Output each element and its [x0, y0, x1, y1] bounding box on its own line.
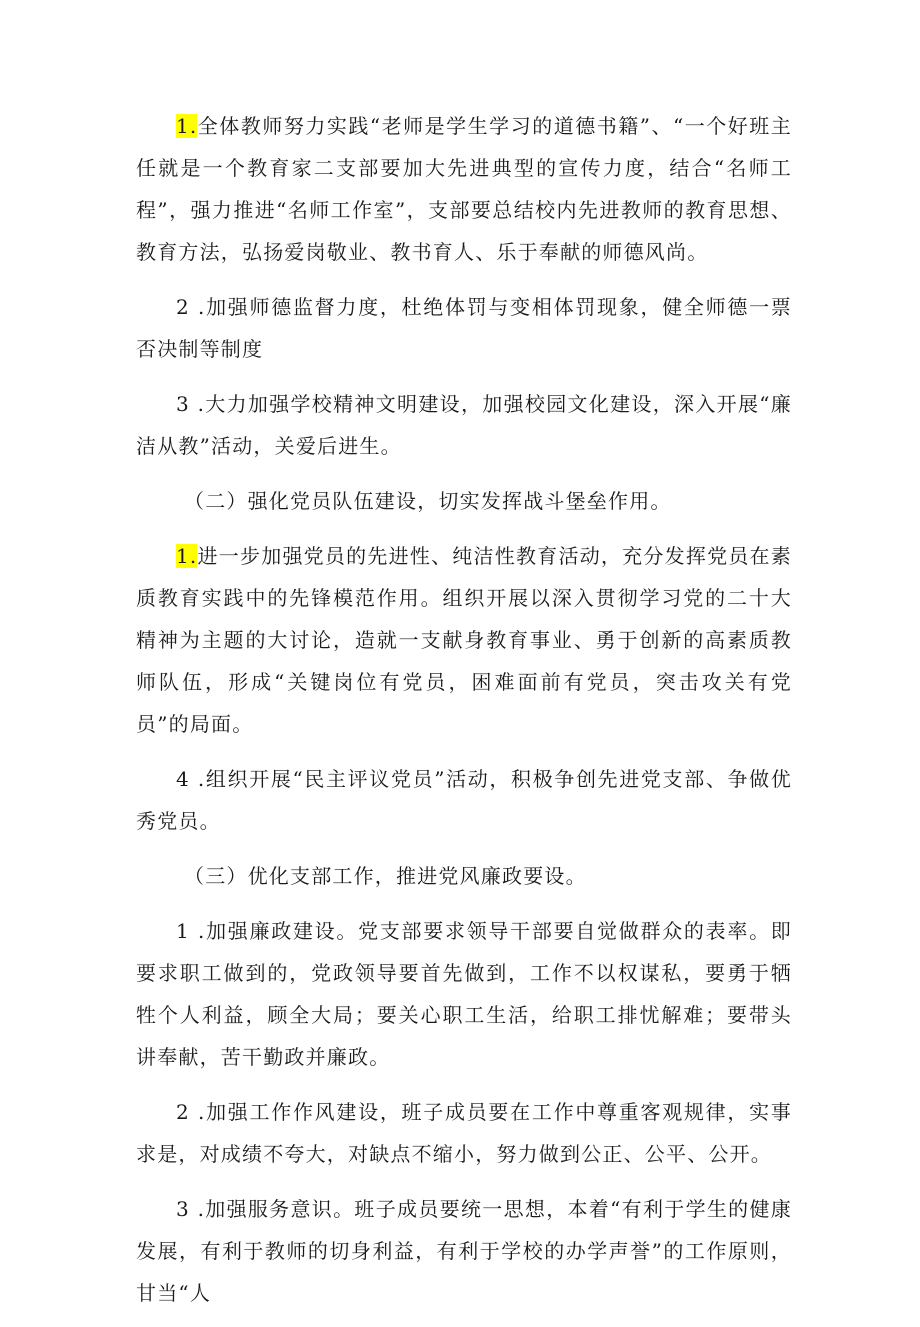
item-number: 4 .	[176, 767, 206, 791]
item-number-highlighted: 1.	[176, 544, 198, 568]
paragraph-3	[136, 383, 792, 467]
section-heading-3	[136, 855, 792, 897]
paragraph-2	[136, 286, 792, 370]
item-number: 2 .	[176, 1100, 206, 1124]
paragraph-6	[136, 758, 792, 842]
paragraph-8	[136, 910, 792, 1078]
paragraph-text: 全体教师努力实践“老师是学生学习的道德书籍”、“一个好班主任就是一个教育家二支部要加大先进典型的宣传力度，结合“名师工程”，强力推进“名师工作室”，支部要总结校内先进教师的教育思想、教育方法，弘扬爱岗敬业、教书育人、乐于奉献的师德风尚。	[136, 114, 792, 264]
paragraph-text: 加强服务意识。班子成员要统一思想，本着“有利于学生的健康发展，有利于教师的切身利益，有利于学校的办学声誉”的工作原则，甘当“人	[136, 1197, 792, 1305]
paragraph-text: 组织开展“民主评议党员”活动，积极争创先进党支部、争做优秀党员。	[136, 767, 792, 833]
section-heading-2	[136, 480, 792, 522]
paragraph-text: 加强师德监督力度，杜绝体罚与变相体罚现象，健全师德一票否决制等制度	[136, 295, 792, 361]
heading-text: （三）优化支部工作，推进党风廉政要设。	[184, 864, 587, 888]
paragraph-text: 加强工作作风建设，班子成员要在工作中尊重客观规律，实事求是，对成绩不夸大，对缺点不缩小，努力做到公正、公平、公开。	[136, 1100, 792, 1166]
item-number: 1 .	[176, 919, 206, 943]
paragraph-9	[136, 1091, 792, 1175]
item-number-highlighted: 1.	[176, 114, 198, 138]
item-number: 3 .	[176, 392, 206, 416]
paragraph-10	[136, 1188, 792, 1314]
paragraph-text: 大力加强学校精神文明建设，加强校园文化建设，深入开展“廉洁从教”活动，关爱后进生。	[136, 392, 792, 458]
item-number: 2 .	[176, 295, 206, 319]
paragraph-1	[136, 105, 792, 273]
paragraph-text: 加强廉政建设。党支部要求领导干部要自觉做群众的表率。即要求职工做到的，党政领导要首先做到，工作不以权谋私，要勇于牺牲个人利益，顾全大局；要关心职工生活，给职工排忧解难；要带头讲奉献，苦干勤政并廉政。	[136, 919, 792, 1069]
document-page	[136, 105, 792, 1327]
heading-text: （二）强化党员队伍建设，切实发挥战斗堡垒作用。	[184, 489, 672, 513]
paragraph-text: 进一步加强党员的先进性、纯洁性教育活动，充分发挥党员在素质教育实践中的先锋模范作用。组织开展以深入贯彻学习党的二十大精神为主题的大讨论，造就一支献身教育事业、勇于创新的高素质教师队伍，形成“关键岗位有党员，困难面前有党员，突击攻关有党员”的局面。	[136, 544, 792, 736]
paragraph-5	[136, 535, 792, 745]
item-number: 3 .	[176, 1197, 206, 1221]
